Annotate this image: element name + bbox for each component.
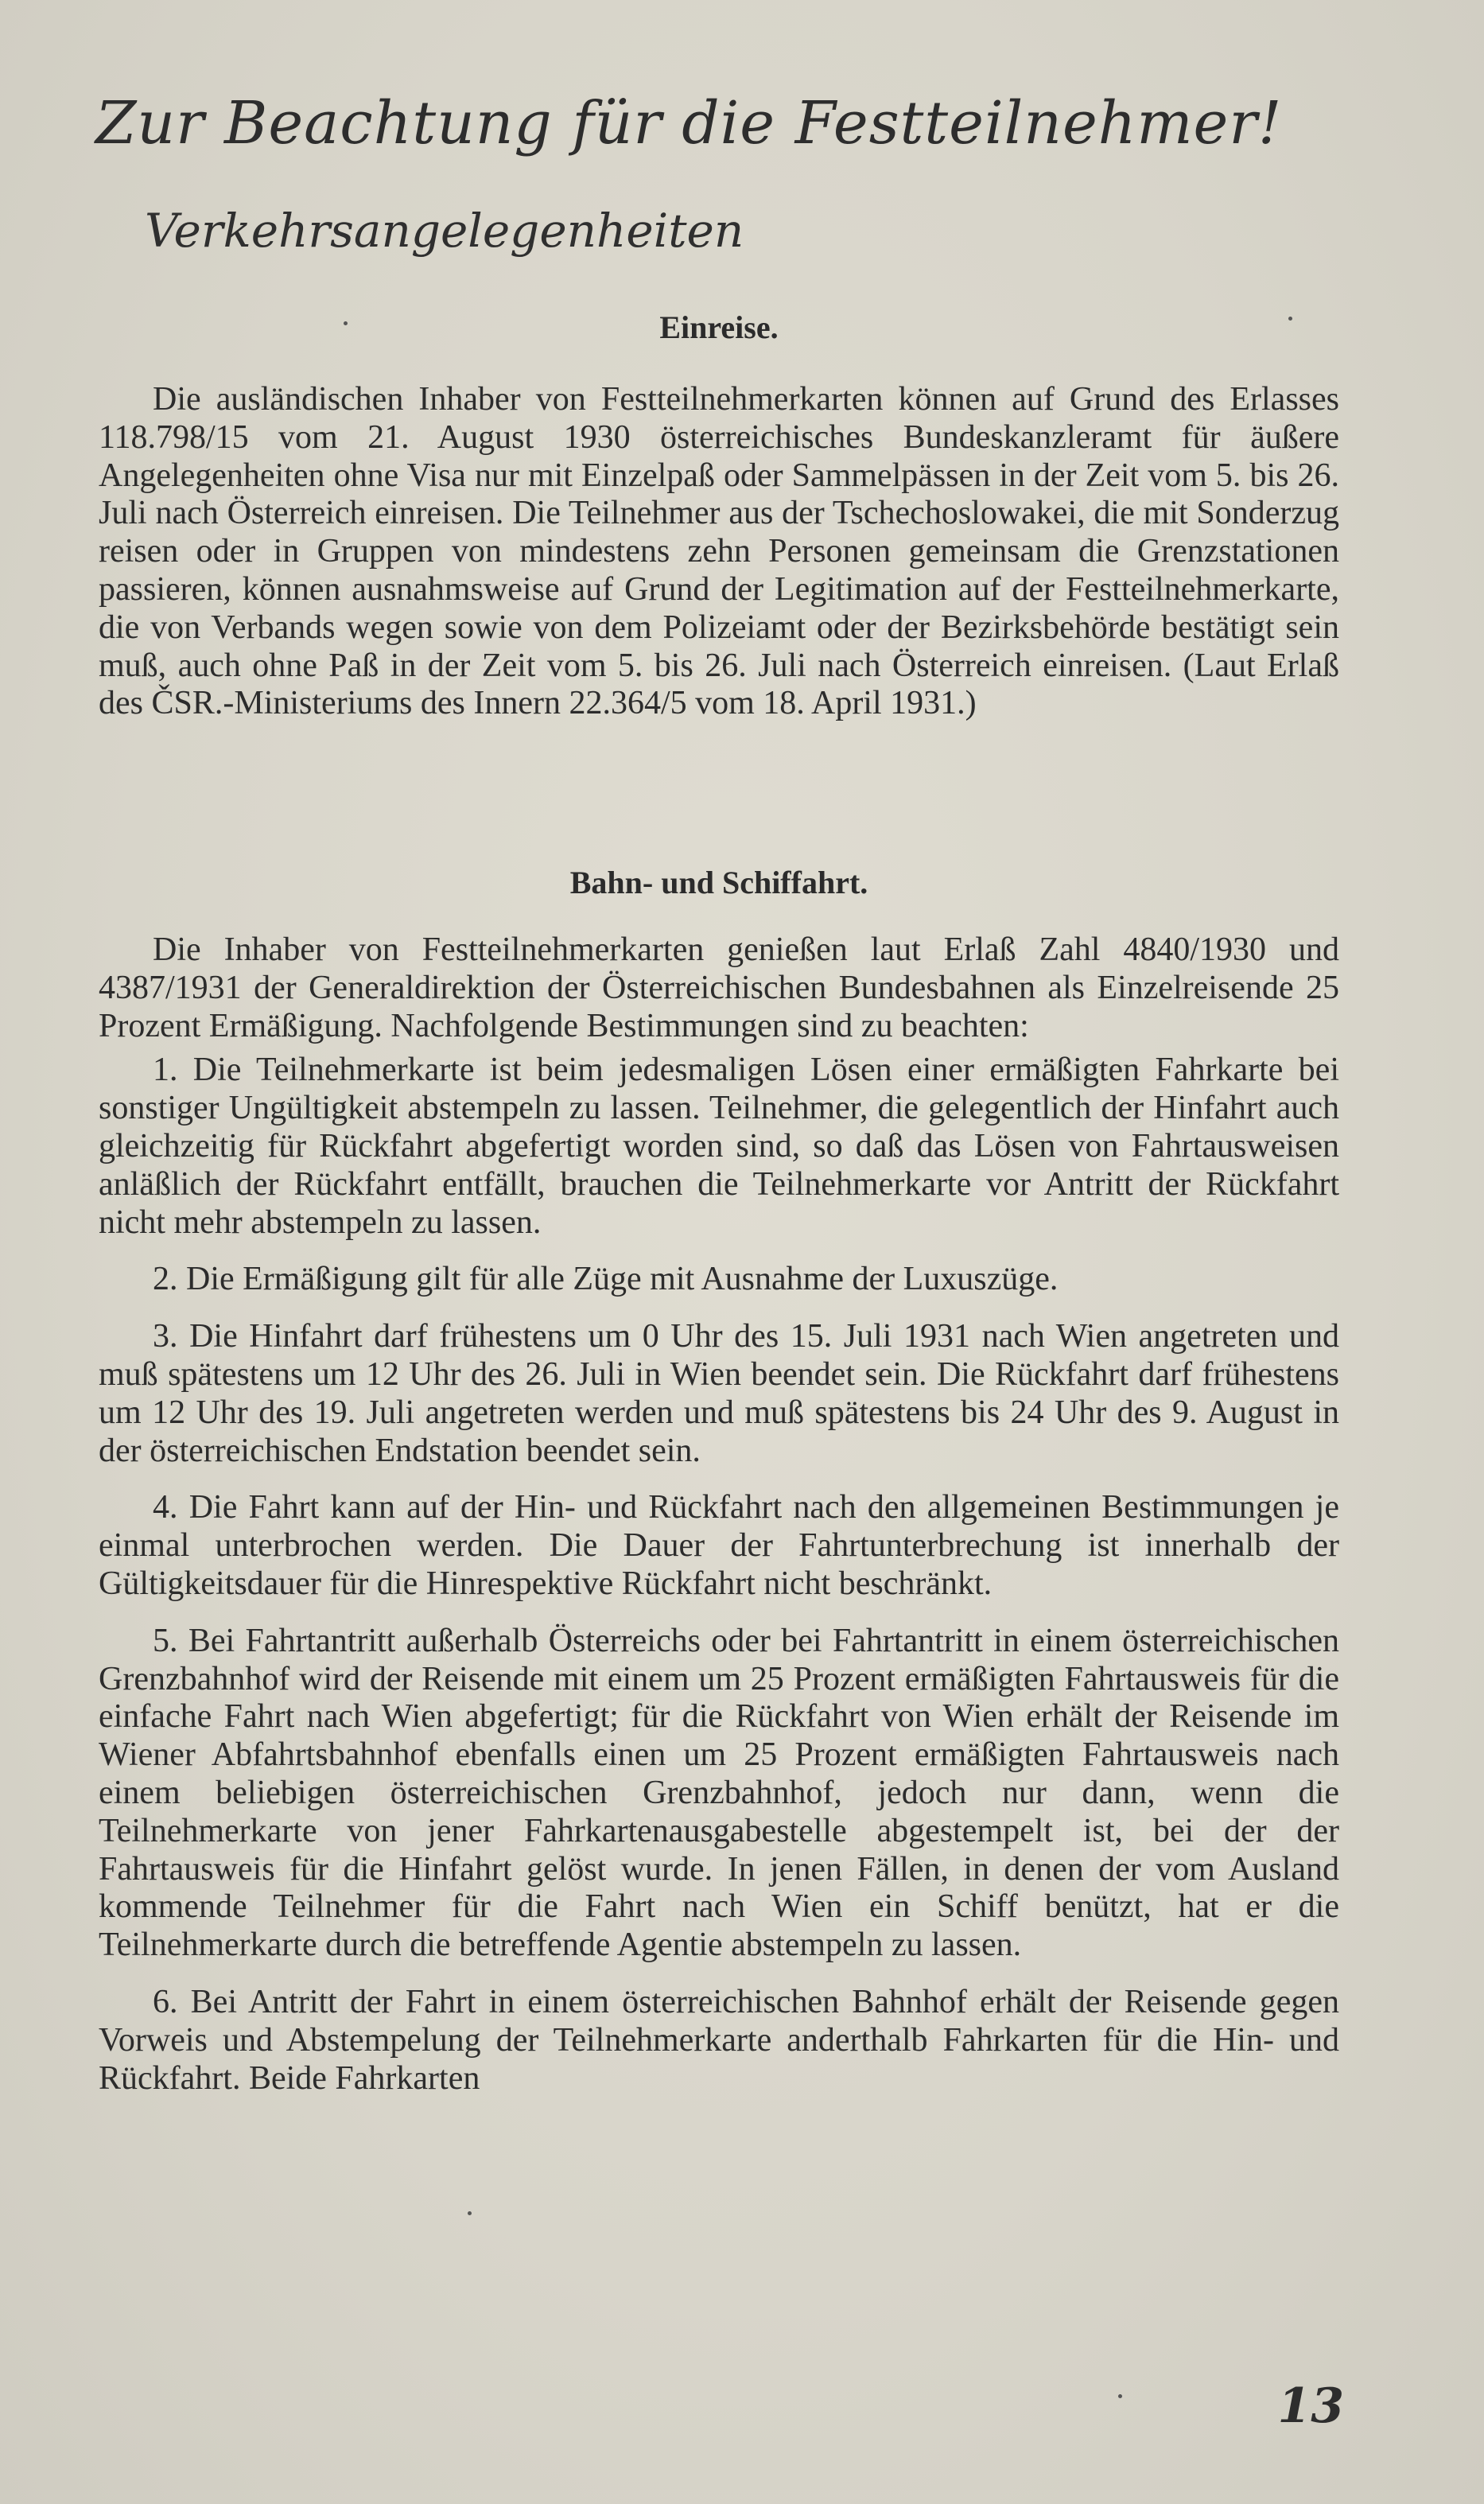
section-heading: Bahn- und Schiffahrt. [569,865,868,900]
section-heading: Einreise. [659,309,779,345]
page-number: 13 [1277,2378,1344,2434]
paragraph: Die ausländischen Inhaber von Festteilnehmerkarten können auf Grund des Erlasses 118.798/15 vom 21. August 1930 österreichisches Bundeskanzleramt für äußere Angelegenheiten ohne Visa nur mit Einzelpaß oder Sammelpässen in der Zeit vom 5. bis 26. Juli nach Österreich einreisen. Die Teilnehmer aus der Tschechoslowakei, die mit Sonderzug reisen oder in Gruppen von mindestens zehn Personen gemeinsam die Grenzstationen passieren, können ausnahmsweise auf Grund der Legitimation auf der Festteilnehmerkarte, die von Verbands wegen sowie von dem Polizeiamt oder der Bezirksbehörde bestätigt sein muß, auch ohne Paß in der Zeit vom 5. bis 26. Juli nach Österreich einreisen. (Laut Erlaß des ČSR.-Ministeriums des Innern 22.364/5 vom 18. April 1931.) [99,381,1339,722]
paragraph-item-3: 3. Die Hinfahrt darf frühestens um 0 Uhr des 15. Juli 1931 nach Wien angetreten und muß spätestens um 12 Uhr des 26. Juli in Wien beendet sein. Die Rückfahrt darf frühestens um 12 Uhr des 19. Juli angetreten werden und muß spätestens bis 24 Uhr des 9. August in der österreichischen Endstation beendet sein. [99,1318,1339,1469]
paragraph-item-6: 6. Bei Antritt der Fahrt in einem österreichischen Bahnhof erhält der Reisende gegen Vorweis und Abstempelung der Teilnehmerkarte anderthalb Fahrkarten für die Hin- und Rückfahrt. Beide Fahrkarten [99,1983,1339,2097]
section-einreise [99,309,1339,723]
paragraph: Die Inhaber von Festteilnehmerkarten genießen laut Erlaß Zahl 4840/1930 und 4387/1931 der Generaldirektion der Österreichischen Bundesbahnen als Einzelreisende 25 Prozent Ermäßigung. Nachfolgende Bestimmungen sind zu beachten: [99,931,1339,1044]
paragraph-item-4: 4. Die Fahrt kann auf der Hin- und Rückfahrt nach den allgemeinen Bestimmungen je einmal unterbrochen werden. Die Dauer der Fahrtunterbrechung ist innerhalb der Gültigkeitsdauer für die Hinrespektive Rückfahrt nicht beschränkt. [99,1489,1339,1602]
paragraph-item-1: 1. Die Teilnehmerkarte ist beim jedesmaligen Lösen einer ermäßigten Fahrkarte bei sonstiger Ungültigkeit abstempeln zu lassen. Teilnehmer, die gelegentlich der Hinfahrt auch gleichzeitig für Rückfahrt abgefertigt worden sind, so daß das Lösen von Fahrtausweisen anläßlich der Rückfahrt entfällt, brauchen die Teilnehmerkarte vor Antritt der Rückfahrt nicht mehr abstempeln zu lassen. [99,1052,1339,1241]
print-speck [468,2211,472,2215]
print-speck [344,321,348,325]
print-speck [1118,2394,1122,2398]
section-bahn-und-schiffahrt [99,864,1339,2098]
page-title: Zur Beachtung für die Festteilnehmer! [95,89,1283,157]
page-subtitle: Verkehrsangelegenheiten [145,204,744,258]
paragraph-item-2: 2. Die Ermäßigung gilt für alle Züge mit Ausnahme der Luxuszüge. [153,1261,1059,1298]
print-speck [1288,317,1292,321]
paragraph-item-5: 5. Bei Fahrtantritt außerhalb Österreichs oder bei Fahrtantritt in einem österreichischen Grenzbahnhof wird der Reisende mit einem um 25 Prozent ermäßigten Fahrtausweis für die einfache Fahrt nach Wien abgefertigt; für die Rückfahrt von Wien erhält der Reisende im Wiener Abfahrtsbahnhof ebenfalls einen um 25 Prozent ermäßigten Fahrtausweis nach einem beliebigen österreichischen Grenzbahnhof, jedoch nur dann, wenn die Teilnehmerkarte von jener Fahrkartenausgabestelle abgestempelt ist, bei der der Fahrtausweis für die Hinfahrt gelöst wurde. In jenen Fällen, in denen der vom Ausland kommende Teilnehmer für die Fahrt nach Wien ein Schiff benützt, hat er die Teilnehmerkarte durch die betreffende Agentie abstempeln zu lassen. [99,1622,1339,1964]
